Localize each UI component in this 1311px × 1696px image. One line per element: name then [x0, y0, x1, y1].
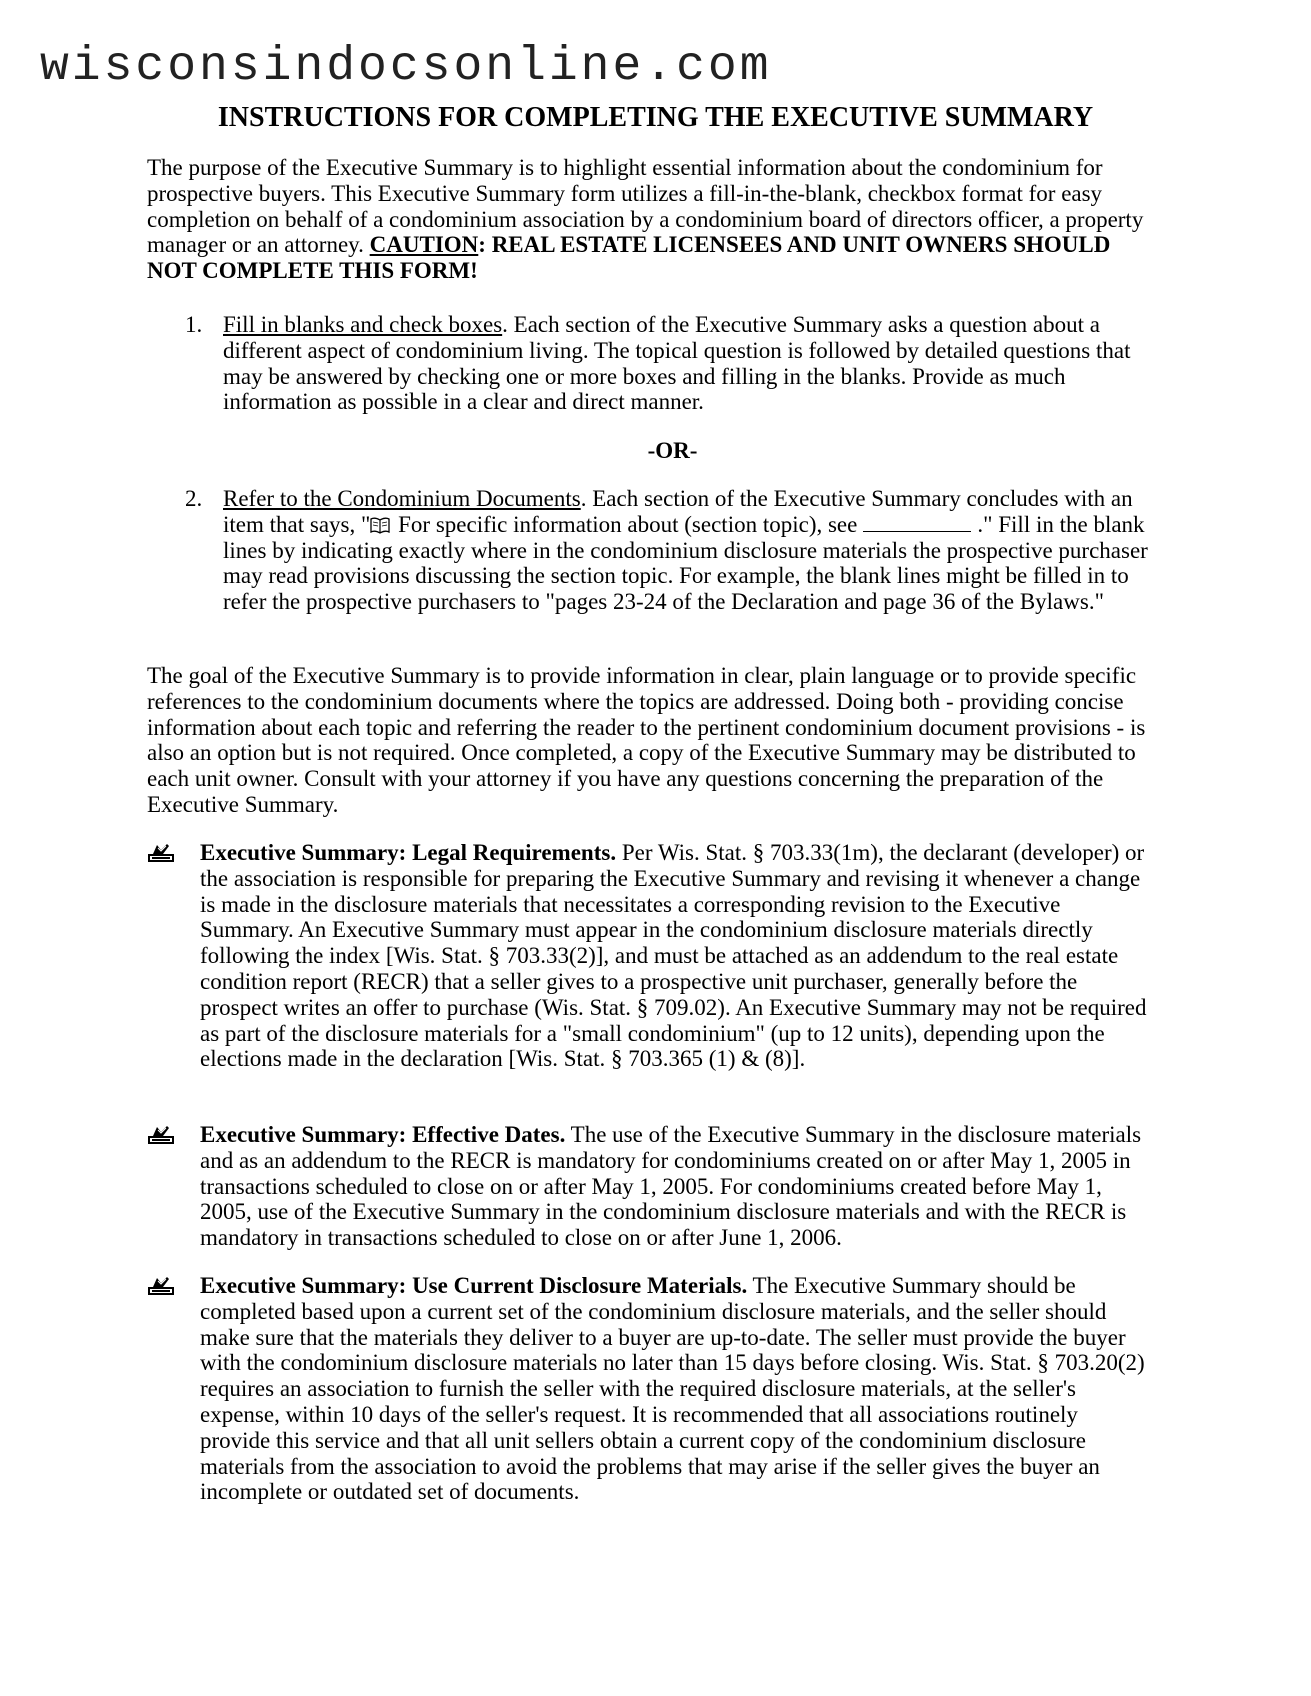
bullet-heading: Executive Summary: Use Current Disclosure Materials. — [200, 1273, 748, 1298]
bullet-text: The Executive Summary should be completed based upon a current set of the condominium disclosure materials, and the seller should make sure that the materials they deliver to a buyer are up-to-date. The seller must provide the buyer with the condominium disclosure materials no later than 15 days before closing. Wis. Stat. § 703.20(2) requires an association to furnish the seller with the required disclosure materials, at the seller's expense, within 10 days of the seller's request. It is recommended that all associations routinely provide this service and that all unit sellers obtain a current copy of the condominium disclosure materials from the association to avoid the problems that may arise if the seller gives the buyer an incomplete or outdated set of documents. — [200, 1273, 1145, 1505]
item-body — [223, 312, 1173, 415]
intro-text: The purpose of the Executive Summary is to highlight essential information about the condominium for prospective buyers. This Executive Summary form utilizes a fill-in-the-blank, checkbox format for easy completion on behalf of a condominium association by a condominium board of directors officer, a property manager or an attorney. — [147, 155, 1144, 258]
document-title: INSTRUCTIONS FOR COMPLETING THE EXECUTIVE SUMMARY — [217, 102, 1094, 133]
item-text-c: ." Fill in the blank lines by indicating exactly where in the condominium disclosure materials the prospective purchaser may read provisions discussing the section topic. For example, the blank lines might be filled in to refer the prospective purchasers to "pages 23-24 of the Declaration and page 36 of the Bylaws." — [223, 511, 1148, 615]
item-text-b: For specific information about (section topic), see — [392, 511, 858, 537]
bullet-body — [200, 1273, 1150, 1505]
item-number: 1. — [185, 312, 203, 337]
bullet-body — [200, 1122, 1150, 1251]
item-heading: Refer to the Condominium Documents — [223, 486, 581, 511]
watermark: wisconsindocsonline.com — [40, 40, 772, 94]
bullet-heading: Executive Summary: Legal Requirements. — [200, 840, 617, 865]
item-body — [223, 486, 1173, 615]
book-icon — [370, 514, 390, 531]
writing-hand-icon — [147, 1275, 175, 1297]
bullet-body — [200, 840, 1150, 1072]
writing-hand-icon — [147, 842, 175, 864]
bullet-text: Per Wis. Stat. § 703.33(1m), the declarant (developer) or the association is responsible for preparing the Executive Summary and revising it whenever a change is made in the disclosure materials that necessitates a corresponding revision to the Executive Summary. An Executive Summary must appear in the condominium disclosure materials directly following the index [Wis. Stat. § 703.33(2)], and must be attached as an addendum to the real estate condition report (RECR) that a seller gives to a prospective unit purchaser, generally before the prospect writes an offer to purchase (Wis. Stat. § 709.02). An Executive Summary may not be required as part of the disclosure materials for a "small condominium" (up to 12 units), depending upon the elections made in the declaration [Wis. Stat. § 703.365 (1) & (8)]. — [200, 840, 1147, 1072]
caution-label: CAUTION — [369, 232, 479, 258]
bullet-text: The use of the Executive Summary in the disclosure materials and as an addendum to the RECR is mandatory for condominiums created on or after May 1, 2005 in transactions scheduled to close on or after May 1, 2005. For condominiums created before May 1, 2005, use of the Executive Summary in the condominium disclosure materials and with the RECR is mandatory in transactions scheduled to close on or after June 1, 2006. — [200, 1122, 1142, 1251]
writing-hand-icon — [147, 1124, 175, 1146]
caution-text: : REAL ESTATE LICENSEES AND UNIT OWNERS SHOULD NOT COMPLETE THIS FORM! — [147, 232, 1111, 284]
item-text-a: . Each section of the Executive Summary concludes with an item that says, " — [223, 486, 1133, 537]
bullet-heading: Executive Summary: Effective Dates. — [200, 1122, 566, 1147]
item-text: . Each section of the Executive Summary asks a question about a different aspect of condominium living. The topical question is followed by detailed questions that may be answered by checking one or more boxes and filling in the blanks. Provide as much information as possible in a clear and direct manner. — [223, 312, 1131, 415]
or-separator: -OR- — [647, 438, 698, 463]
intro-paragraph — [147, 155, 1157, 284]
item-heading: Fill in blanks and check boxes — [223, 312, 503, 337]
fill-in-blank-line — [863, 515, 971, 532]
item-number: 2. — [185, 486, 203, 511]
goal-paragraph: The goal of the Executive Summary is to provide information in clear, plain language or to provide specific references to the condominium documents where the topics are addressed. Doing both - providing concise information about each topic and referring the reader to the pertinent condominium document provisions - is also an option but is not required. Once completed, a copy of the Executive Summary may be distributed to each unit owner. Consult with your attorney if you have any questions concerning the preparation of the Executive Summary. — [147, 663, 1146, 817]
